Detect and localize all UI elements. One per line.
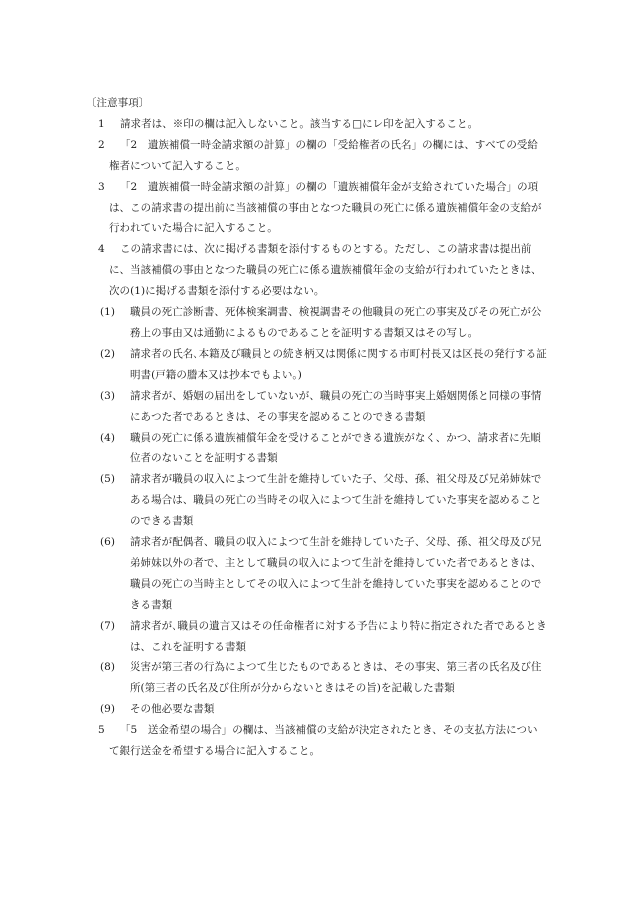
subitem-2 — [86, 344, 548, 386]
subitem-6 — [86, 532, 548, 616]
subitem-number: (3) — [100, 389, 116, 402]
subitem-8 — [86, 657, 548, 699]
subitem-text: 災害が第三者の行為によつて生じたものであるときは、その事実、第三者の氏名及び住所(第三者の氏名及び住所が分からないときはその旨)を記載した書類 — [130, 661, 542, 695]
note-text: 請求者は、※印の欄は記入しないこと。該当する□にレ印を記入すること。 — [120, 117, 479, 130]
subitem-number: (6) — [100, 536, 116, 549]
note-number: 4 — [98, 243, 105, 256]
note-item-1 — [86, 114, 548, 135]
subitem-text: 請求者が、婚姻の届出をしていないが、職員の死亡の当時事実上婚姻関係と同様の事情にあつた者であるときは、その事実を認めることのできる書類 — [130, 389, 542, 423]
subitem-4 — [86, 428, 548, 470]
subitem-text: その他必要な書類 — [130, 703, 215, 716]
note-number: 5 — [98, 724, 105, 737]
note-number: 2 — [98, 138, 105, 151]
note-item-5 — [86, 720, 548, 762]
subitem-number: (5) — [100, 473, 116, 486]
subitem-5 — [86, 469, 548, 532]
note-number: 3 — [98, 180, 105, 193]
note-item-4 — [86, 239, 548, 302]
subitem-number: (7) — [100, 619, 116, 632]
note-text: 「2 遺族補償一時金請求額の計算」の欄の「遺族補償年金が支給されていた場合」の項は、この請求書の提出前に当該補償の事由となつた職員の死亡に係る遺族補償年金の支給が行われていた場合に記入すること。 — [109, 180, 542, 235]
subitem-text: 請求者が職員の収入によつて生計を維持していた子、父母、孫、祖父母及び兄弟姉妹である場合は、職員の死亡の当時その収入によつて生計を維持していた事実を認めることのできる書類 — [130, 473, 542, 528]
note-number: 1 — [98, 117, 105, 130]
note-text: この請求書には、次に掲げる書類を添付するものとする。ただし、この請求書は提出前に、当該補償の事由となつた職員の死亡に係る遺族補償年金の支給が行われていたときは、次の(1)に掲げる書類を添付する必要はない。 — [109, 243, 542, 298]
subitem-number: (1) — [100, 306, 116, 319]
subitem-number: (8) — [100, 661, 116, 674]
subitem-9 — [86, 699, 548, 720]
subitem-text: 職員の死亡に係る遺族補償年金を受けることができる遺族がなく、かつ、請求者に先順位者のないことを証明する書類 — [130, 431, 541, 465]
subitem-number: (2) — [100, 347, 116, 360]
subitem-number: (4) — [100, 431, 116, 444]
subitem-text: 請求者が配偶者、職員の収入によつて生計を維持していた子、父母、孫、祖父母及び兄弟姉妹以外の者で、主として職員の収入によつて生計を維持していた者であるときは、職員の死亡の当時主としてその収入によつて生計を維持していた事実を認めることのできる書類 — [130, 536, 542, 611]
note-item-3 — [86, 177, 548, 240]
subitem-7 — [86, 616, 548, 658]
notes-section — [86, 93, 548, 762]
note-text: 「5 送金希望の場合」の欄は、当該補償の支給が決定されたとき、その支払方法について銀行送金を希望する場合に記入すること。 — [109, 724, 538, 758]
subitem-number: (9) — [100, 703, 116, 716]
subitem-text: 請求者が､職員の遺言又はその任命権者に対する予告により特に指定された者であるときは、これを証明する書類 — [130, 619, 547, 653]
note-text: 「2 遺族補償一時金請求額の計算」の欄の「受給権者の氏名」の欄には、すべての受給権者について記入すること。 — [109, 138, 538, 172]
subitem-text: 職員の死亡診断書、死体検案調書、検視調書その他職員の死亡の事実及びその死亡が公務上の事由又は通勤によるものであることを証明する書類又はその写し。 — [130, 306, 542, 339]
subitem-text: 請求者の氏名､本籍及び職員との続き柄又は関係に関する市町村長又は区長の発行する証明書(戸籍の謄本又は抄本でもよい。) — [130, 347, 547, 381]
note-item-2 — [86, 135, 548, 177]
subitem-1 — [86, 302, 548, 344]
notes-heading: 〔注意事項〕 — [86, 97, 150, 109]
subitem-3 — [86, 386, 548, 428]
